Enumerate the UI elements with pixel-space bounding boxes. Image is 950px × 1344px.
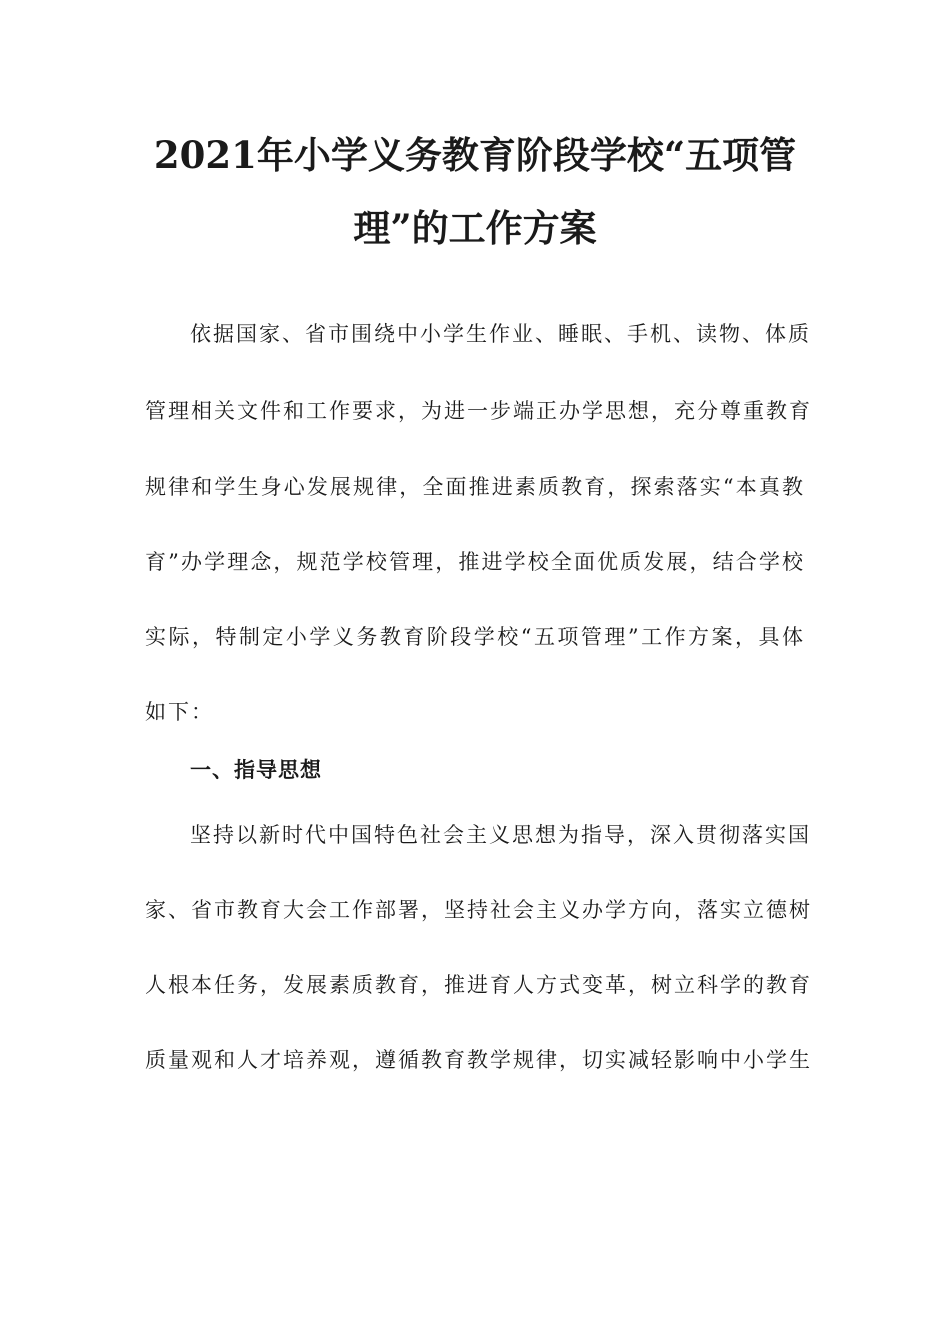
intro-line: 育”办学理念，规范学校管理，推进学校全面优质发展，结合学校 [145, 550, 805, 574]
section-line: 家、省市教育大会工作部署，坚持社会主义办学方向，落实立德树 [145, 898, 812, 922]
document-title-line-2: 理”的工作方案 [353, 206, 597, 250]
section-line: 人根本任务，发展素质教育，推进育人方式变革，树立科学的教育 [145, 973, 812, 997]
intro-line: 依据国家、省市围绕中小学生作业、睡眠、手机、读物、体质 [190, 322, 811, 346]
intro-line: 实际，特制定小学义务教育阶段学校“五项管理”工作方案，具体 [145, 625, 805, 649]
section-line: 质量观和人才培养观，遵循教育教学规律，切实减轻影响中小学生 [145, 1048, 812, 1072]
document-title-line-1: 2021年小学义务教育阶段学校“五项管 [153, 133, 797, 177]
intro-line: 规律和学生身心发展规律，全面推进素质教育，探索落实“本真教 [145, 475, 805, 499]
intro-line: 管理相关文件和工作要求，为进一步端正办学思想，充分尊重教育 [145, 399, 812, 423]
section-line: 坚持以新时代中国特色社会主义思想为指导，深入贯彻落实国 [190, 823, 811, 847]
intro-line: 如下： [145, 700, 214, 724]
section-heading-guiding-ideology: 一、指导思想 [190, 757, 322, 782]
